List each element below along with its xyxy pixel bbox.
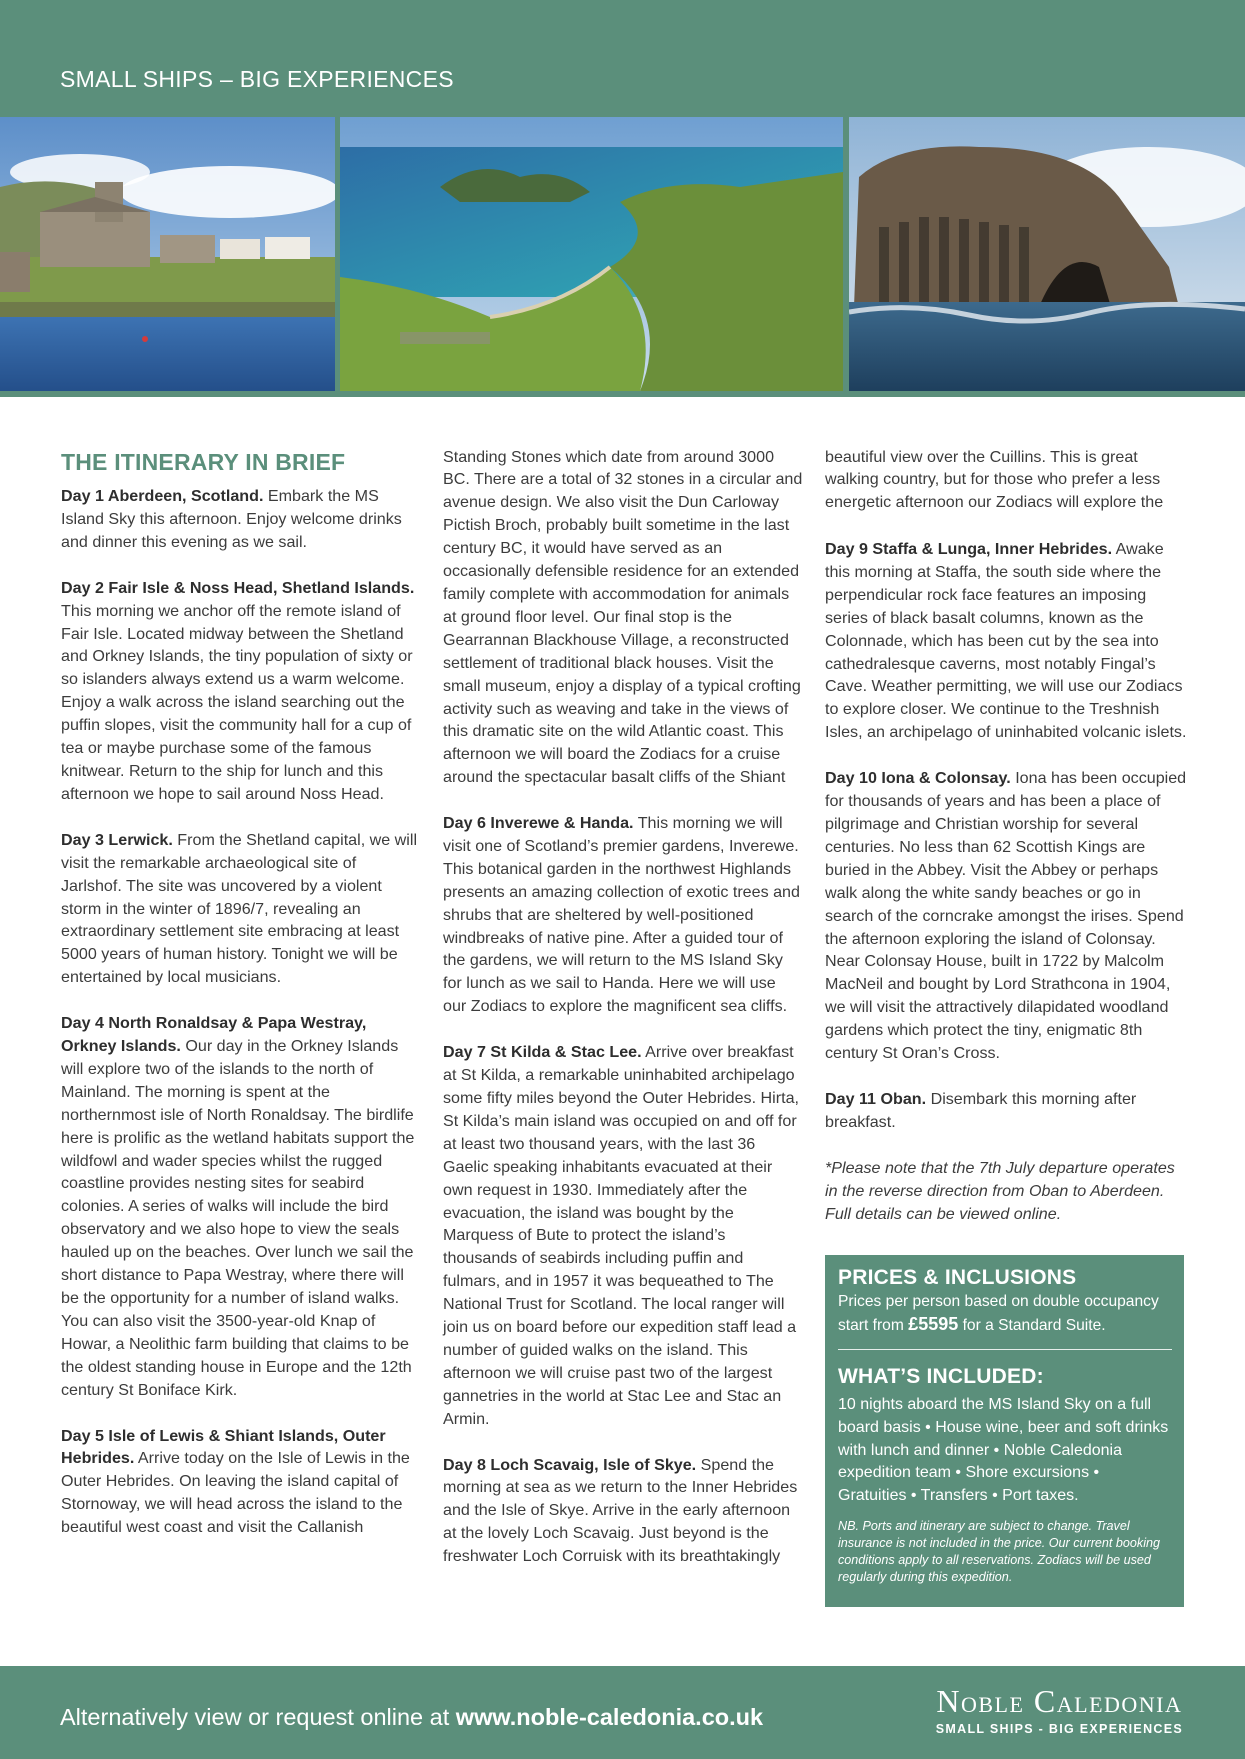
day-7 — [443, 1041, 803, 1430]
day-2 — [61, 577, 421, 806]
prices-title: PRICES & INCLUSIONS — [838, 1266, 1077, 1289]
day-title: Day 2 Fair Isle & Noss Head, Shetland Islands. — [61, 578, 415, 597]
itinerary-column-3 — [825, 446, 1187, 1248]
day-4 — [61, 1012, 421, 1401]
day-text: beautiful view over the Cuillins. This is great walking country, but for those who prefer a less energetic afternoon our Zodiacs will explore the — [825, 447, 1164, 512]
day-title: Day 3 Lerwick. — [61, 830, 173, 849]
day-text: Iona has been occupied for thousands of years and has been a place of pilgrimage and Christian worship for several centuries. No less than 62 Scottish Kings are buried in the Abbey. Visit the Abbey or perhaps walk along the white sandy beaches or go in search of the corncrake amongst the irises. Spend the afternoon exploring the island of Colonsay. Near Colonsay House, built in 1722 by Malcolm MacNeil and bought by Lord Strathcona in 1904, we will visit the attractively dilapidated woodland gardens which protect the tiny, enigmatic 8th century St Oran’s Cross. — [825, 769, 1187, 1063]
prices-box — [825, 1255, 1184, 1607]
day-text: This morning we anchor off the remote island of Fair Isle. Located midway between the Shetland and Orkney Islands, the tiny population of sixty or so islanders always extend us a warm welcome. Enjoy a walk across the island searching out the puffin slopes, visit the community hall for a cup of tea or maybe purchase some of the famous knitwear. Return to the ship for lunch and this afternoon we hope to sail around Noss Head. — [61, 601, 413, 803]
nb-text: NB. Ports and itinerary are subject to change. Travel insurance is not included in the price. Our current booking conditions apply to all reservations. Zodiacs will be used regularly during this expedition. — [838, 1518, 1161, 1584]
day-title: Day 1 Aberdeen, Scotland. — [61, 487, 264, 505]
day-8 — [443, 1454, 803, 1569]
brand-logo — [936, 1684, 1183, 1736]
photo-strip — [0, 117, 1245, 397]
day-text: Spend the morning at sea as we return to the Inner Hebrides and the Isle of Skye. Arrive in the early afternoon at the lovely Loch Scavaig. Just beyond is the freshwater Loch Corruisk with its breathtakingly — [443, 1455, 798, 1566]
departure-note: *Please note that the 7th July departure operates in the reverse direction from Oban to Aberdeen. Full details can be viewed online. — [825, 1158, 1175, 1223]
day-10 — [825, 767, 1187, 1065]
itinerary-column-1 — [61, 446, 421, 1540]
day-text: Arrive today on the Isle of Lewis in the Outer Hebrides. On leaving the island capital of Stornoway, we will head across the island to the beautiful west coast and visit the Callanish — [61, 1449, 410, 1537]
day-6 — [443, 812, 803, 1018]
day-text: Disembark this morning after breakfast. — [825, 1089, 1137, 1131]
day-5 — [61, 1425, 421, 1540]
day-1 — [61, 485, 421, 554]
iona-abbey-photo — [0, 117, 335, 391]
day-3 — [61, 829, 421, 989]
day-title: Day 11 Oban. — [825, 1089, 927, 1108]
brand-tagline: SMALL SHIPS - BIG EXPERIENCES — [935, 1722, 1183, 1736]
included-text: 10 nights aboard the MS Island Sky on a full board basis • House wine, beer and soft drinks with lunch and dinner • Noble Caledonia expedition team • Shore excursions • Gratuities • Transfers • Port taxes. — [838, 1396, 1169, 1505]
day-title: Day 4 North Ronaldsay & Papa Westray, Orkney Islands. — [61, 1014, 367, 1056]
day-9 — [825, 538, 1187, 744]
brand-name: Noble Caledonia — [936, 1683, 1183, 1719]
day-text: From the Shetland capital, we will visit the remarkable archaeological site of Jarlshof. The site was uncovered by a violent storm in the winter of 1896/7, revealing an extraordinary settlement site embracing at least 5000 years of human history. Tonight we will be entertained by local musicians. — [61, 830, 418, 987]
included-title: WHAT’S INCLUDED: — [838, 1365, 1044, 1388]
header-title: SMALL SHIPS – BIG EXPERIENCES — [60, 66, 454, 92]
st-kilda-bay-photo — [340, 117, 843, 391]
day-title: Day 6 Inverewe & Handa. — [443, 814, 634, 832]
day-text: Arrive over breakfast at St Kilda, a remarkable uninhabited archipelago some fifty miles beyond the Outer Hebrides. Hirta, St Kilda’s main island was occupied on and off for at least two thousand years, with the last 36 Gaelic speaking inhabitants evacuated at their own request in 1930. Immediately after the evacuation, the island was bought by the Marquess of Bute to protect the island’s thousands of seabirds including puffin and fulmars, and in 1957 it was bequeathed to The National Trust for Scotland. The local ranger will join us on board before our expedition staff lead a number of guided walks on the island. This afternoon we will cruise past two of the largest gannetries in the world at Stac Lee and Stac an Armin. — [443, 1043, 799, 1428]
footer-band — [0, 1666, 1245, 1759]
staffa-basalt-photo — [849, 117, 1245, 391]
website-link[interactable]: www.noble-caledonia.co.uk — [455, 1704, 764, 1730]
header-band — [0, 0, 1245, 117]
day-text: Embark the MS Island Sky this afternoon. Enjoy welcome drinks and dinner this evening as we sail. — [61, 487, 402, 551]
day-title: Day 9 Staffa & Lunga, Inner Hebrides. — [825, 540, 1113, 558]
prices-intro: Prices per person based on double occupancy start from £5595 for a Standard Suite. — [838, 1293, 1159, 1334]
day-title: Day 8 Loch Scavaig, Isle of Skye. — [443, 1455, 697, 1474]
price-value: £5595 — [908, 1314, 959, 1334]
day-5-continued — [443, 446, 803, 789]
footer-cta: Alternatively view or request online at www.noble-caledonia.co.uk — [60, 1704, 764, 1730]
day-text: Our day in the Orkney Islands will explore two of the islands to the north of Mainland. The morning is spent at the northernmost isle of North Ronaldsay. The birdlife here is prolific as the wetland habitats support the wildfowl and wader species whilst the rugged coastline provides nesting sites for seabird colonies. A series of walks will include the bird observatory and we also hope to view the seals hauled up on the beaches. Over lunch we sail the short distance to Papa Westray, where there will be the opportunity for a number of island walks. You can also visit the 3500-year-old Knap of Howar, a Neolithic farm building that claims to be the oldest standing house in Europe and the 12th century St Boniface Kirk. — [61, 1037, 415, 1399]
day-title: Day 10 Iona & Colonsay. — [825, 769, 1011, 788]
day-text: This morning we will visit one of Scotland’s premier gardens, Inverewe. This botanical garden in the northwest Highlands presents an amazing collection of exotic trees and shrubs that are sheltered by well-positioned windbreaks of native pine. After a guided tour of the gardens, we will return to the MS Island Sky for lunch as we sail to Handa. Here we will use our Zodiacs to explore the magnificent sea cliffs. — [443, 814, 800, 1016]
day-title: Day 5 Isle of Lewis & Shiant Islands, Outer Hebrides. — [61, 1426, 386, 1468]
itinerary-column-2 — [443, 446, 803, 1569]
divider — [838, 1349, 1172, 1350]
day-11 — [825, 1088, 1187, 1134]
day-title: Day 7 St Kilda & Stac Lee. — [443, 1043, 642, 1062]
day-8-continued — [825, 446, 1187, 515]
day-text: Awake this morning at Staffa, the south side where the perpendicular rock face features an imposing series of black basalt columns, known as the Colonnade, which has been cut by the sea into cathedralesque caverns, most notably Fingal’s Cave. Weather permitting, we will use our Zodiacs to explore closer. We continue to the Treshnish Isles, an archipelago of uninhabited volcanic islets. — [825, 540, 1187, 742]
day-text: Standing Stones which date from around 3000 BC. There are a total of 32 stones in a circular and avenue design. We also visit the Dun Carloway Pictish Broch, probably built sometime in the last century BC, it would have served as an occasionally defensible residence for an extended family complete with accommodation for animals at ground floor level. Our final stop is the Gearrannan Blackhouse Village, a reconstructed settlement of traditional black houses. Visit the small museum, enjoy a display of a typical crofting activity such as weaving and take in the views of this dramatic site on the wild Atlantic coast. This afternoon we will board the Zodiacs for a cruise around the spectacular basalt cliffs of the Shiant — [443, 447, 803, 787]
itinerary-heading: THE ITINERARY IN BRIEF — [61, 449, 346, 475]
